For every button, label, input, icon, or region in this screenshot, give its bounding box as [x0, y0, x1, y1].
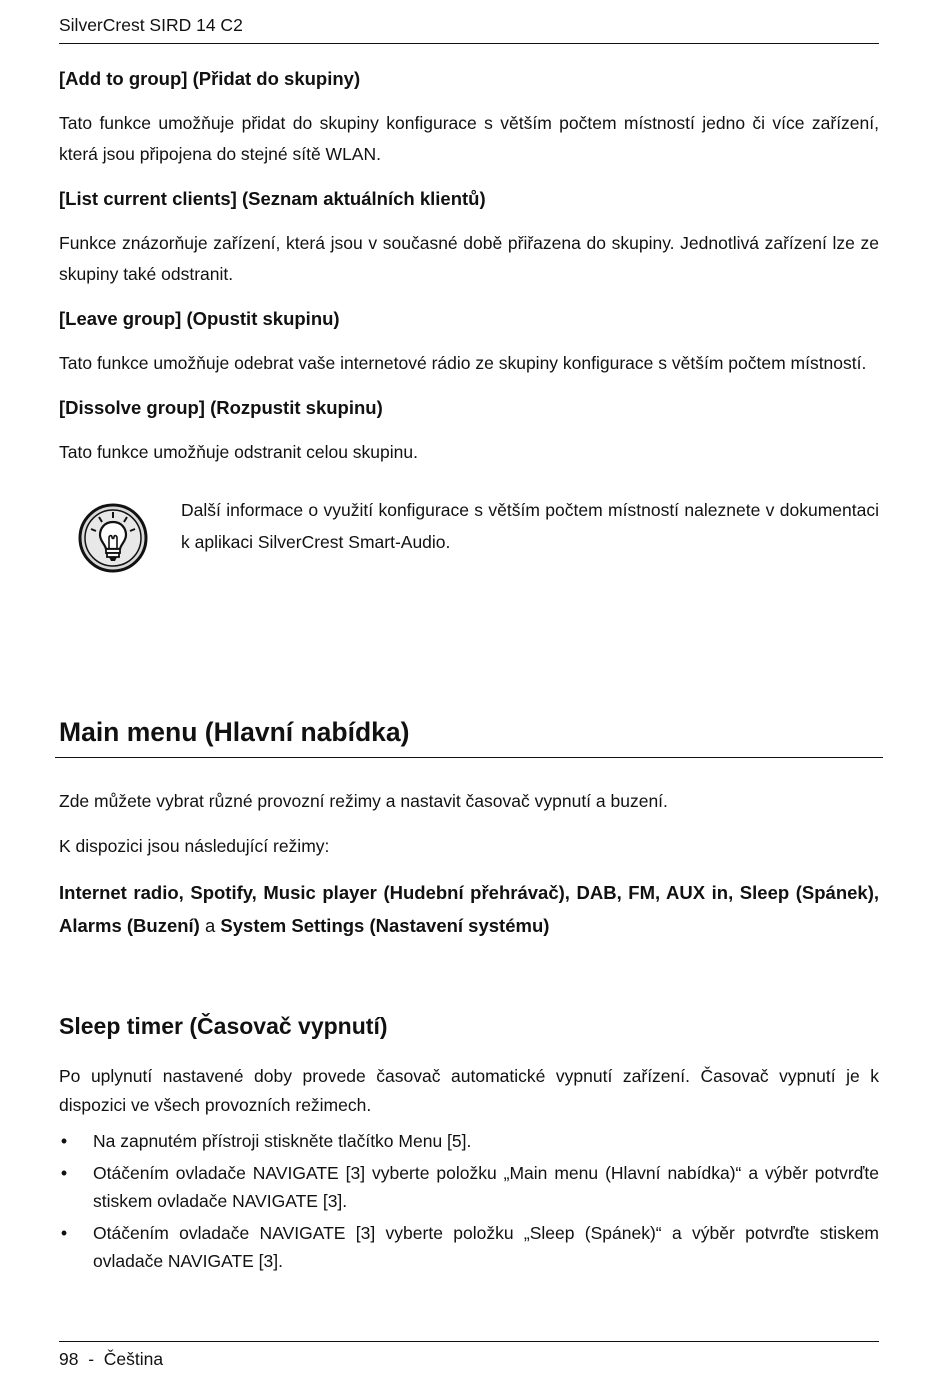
step-text: Na zapnutém přístroji stiskněte tlačítko Menu [5]. [93, 1131, 472, 1151]
bullet-icon: • [60, 1222, 68, 1243]
modes-conjunction: a [199, 915, 221, 936]
page-label: 98 - Čeština [59, 1349, 164, 1369]
main-menu-title [55, 712, 883, 758]
group-functions-section [59, 64, 879, 574]
step-text: Otáčením ovladače NAVIGATE [3] vyberte položku „Sleep (Spánek)“ a výběr potvrďte stiskem ovladače NAVIGATE [3]. [93, 1222, 879, 1271]
group-item [59, 393, 879, 468]
sleep-timer-steps [59, 1127, 879, 1276]
list-item [59, 1127, 879, 1156]
dissolve-group-heading: [Dissolve group] (Rozpustit skupinu) [59, 397, 383, 418]
list-clients-text: Funkce znázorňuje zařízení, která jsou v současné době přiřazena do skupiny. Jednotlivá zařízení lze ze skupiny také odstranit. [59, 233, 879, 284]
tip-note [59, 494, 879, 574]
running-title: SilverCrest SIRD 14 C2 [59, 15, 243, 35]
modes-list [59, 876, 879, 942]
main-menu-body [59, 786, 879, 942]
list-item [59, 1159, 879, 1216]
dissolve-group-text: Tato funkce umožňuje odstranit celou skupinu. [59, 442, 418, 462]
lightbulb-icon [77, 502, 149, 574]
running-footer [59, 1341, 879, 1372]
modes-list-part2: System Settings (Nastavení systému) [220, 915, 550, 936]
group-item [59, 184, 879, 290]
group-item [59, 64, 879, 170]
modes-list-part1: Internet radio, Spotify, Music player (Hudební přehrávač), DAB, FM, AUX in, Sleep (Spánek), Alarms (Buzení) [59, 882, 879, 936]
main-menu-intro: Zde můžete vybrat různé provozní režimy a nastavit časovač vypnutí a buzení. [59, 791, 668, 811]
add-to-group-heading: [Add to group] (Přidat do skupiny) [59, 68, 361, 89]
leave-group-heading: [Leave group] (Opustit skupinu) [59, 308, 340, 329]
step-text: Otáčením ovladače NAVIGATE [3] vyberte položku „Main menu (Hlavní nabídka)“ a výběr potvrďte stiskem ovladače NAVIGATE [3]. [93, 1162, 879, 1211]
add-to-group-text: Tato funkce umožňuje přidat do skupiny konfigurace s větším počtem místností jedno či více zařízení, která jsou připojena do stejné sítě WLAN. [59, 113, 879, 164]
main-menu-title-text: Main menu (Hlavní nabídka) [59, 717, 410, 747]
modes-intro: K dispozici jsou následující režimy: [59, 836, 330, 856]
running-header [59, 12, 879, 44]
tip-text: Další informace o využití konfigurace s větším počtem místností naleznete v dokumentaci k aplikaci SilverCrest Smart-Audio. [181, 500, 879, 552]
list-clients-heading: [List current clients] (Seznam aktuálních klientů) [59, 188, 486, 209]
sleep-timer-title: Sleep timer (Časovač vypnutí) [59, 1013, 388, 1039]
sleep-timer-intro: Po uplynutí nastavené doby provede časovač automatické vypnutí zařízení. Časovač vypnutí je k dispozici ve všech provozních režimech. [59, 1066, 879, 1115]
leave-group-text: Tato funkce umožňuje odebrat vaše internetové rádio ze skupiny konfigurace s větším počtem místností. [59, 353, 867, 373]
bullet-icon: • [60, 1162, 68, 1183]
bullet-icon: • [60, 1131, 68, 1151]
group-item [59, 304, 879, 379]
sleep-timer-body [59, 1062, 879, 1279]
list-item [59, 1219, 879, 1276]
